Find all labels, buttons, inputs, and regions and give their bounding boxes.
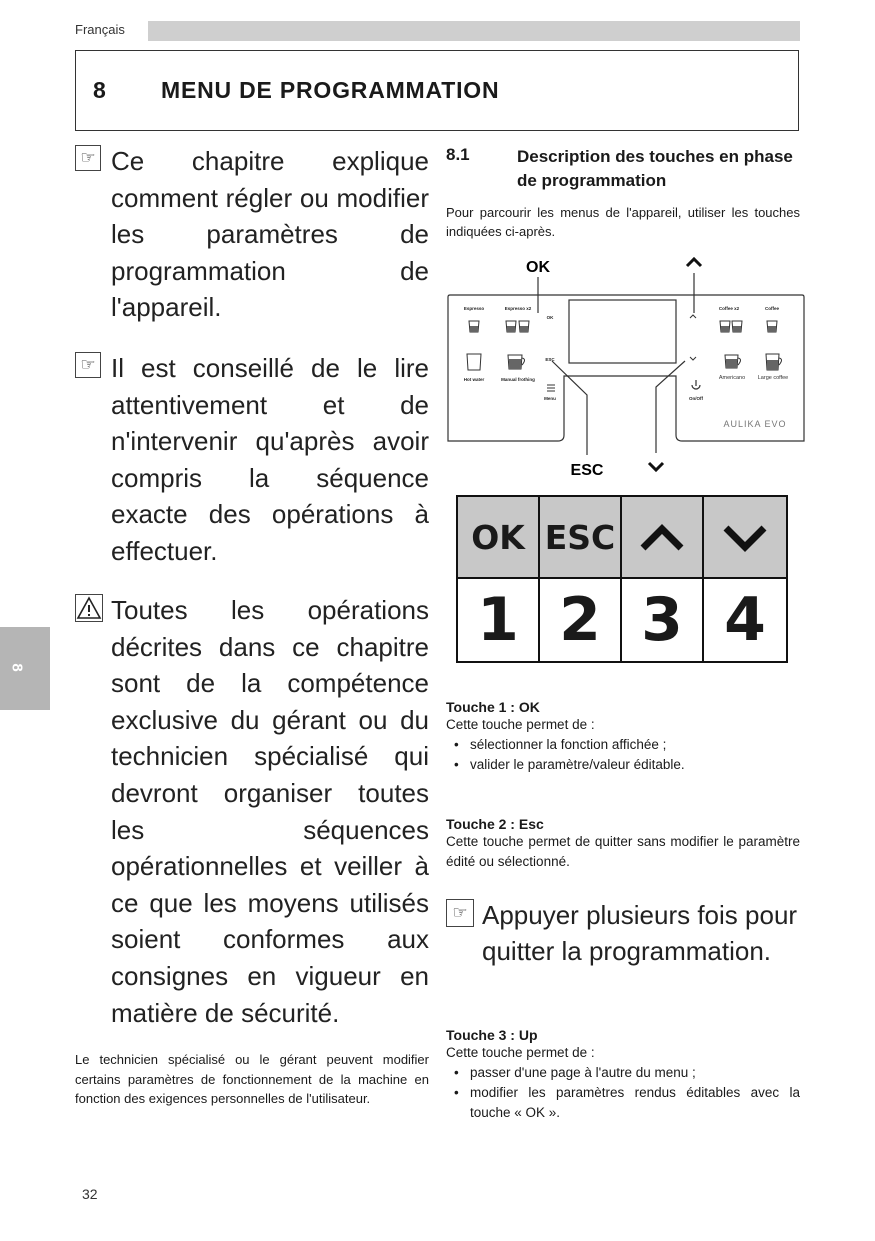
esc-small-label: ESC	[545, 357, 555, 362]
warning-note-text: Toutes les opérations décrites dans ce chapitre sont de la compétence exclusive du gérant ou du technicien spécialisé qui devront organiser toutes les séquences opérationnelles et veiller à ce que les moyens utilisés soient conformes aux consignes en vigueur en matière de sécurité.	[111, 595, 429, 1028]
key-table	[456, 495, 788, 663]
touche-2-block	[446, 816, 800, 872]
page-number: 32	[82, 1186, 98, 1202]
right-note-text: Appuyer plusieurs fois pour quitter la programmation.	[482, 900, 798, 966]
key-header-esc: ESC	[540, 497, 622, 579]
list-item: • modifier les paramètres rendus éditables avec la touche « OK ».	[446, 1083, 800, 1123]
up-arrow-icon	[637, 520, 687, 554]
menu-list-icon	[547, 385, 555, 391]
ok-callout-label: OK	[526, 259, 550, 276]
espresso-x2-label: Espresso x2	[504, 306, 532, 311]
chapter-number: 8	[93, 77, 107, 103]
key-header-ok: OK	[458, 497, 540, 579]
pointing-hand-icon: ☞	[446, 899, 474, 927]
key-header-down	[704, 497, 786, 579]
americano-label: Americano	[718, 375, 746, 381]
pointing-hand-icon: ☞	[75, 145, 101, 171]
note-1-text: Ce chapitre explique comment régler ou modifier les paramètres de programmation de l'appareil.	[111, 146, 429, 323]
list-item: • sélectionner la fonction affichée ;	[446, 735, 800, 755]
key-number-4: 4	[704, 579, 786, 661]
touche-1-title: Touche 1 : OK	[446, 699, 540, 715]
list-item: • passer d'une page à l'autre du menu ;	[446, 1063, 800, 1083]
touche-3-block	[446, 1027, 800, 1123]
language-label: Français	[75, 22, 125, 37]
control-panel-diagram	[440, 253, 806, 486]
list-item: • valider le paramètre/valeur éditable.	[446, 755, 800, 775]
large-coffee-label: Large coffee	[757, 375, 789, 381]
section-number: 8.1	[446, 145, 470, 164]
chapter-title: MENU DE PROGRAMMATION	[161, 77, 500, 103]
display-screen	[569, 300, 676, 363]
down-arrow-icon	[649, 463, 663, 470]
pointing-hand-icon: ☞	[75, 352, 101, 378]
key-number-2: 2	[540, 579, 622, 661]
esc-callout-label: ESC	[570, 462, 604, 479]
header-bar	[148, 21, 800, 41]
power-icon	[692, 380, 700, 389]
hot-water-label: Hot water	[463, 377, 485, 382]
key-header-up	[622, 497, 704, 579]
panel-up-icon	[690, 315, 696, 318]
brand-label: AULIKA EVO	[723, 419, 787, 429]
menu-label: Menu	[544, 396, 556, 401]
touche-1-block	[446, 699, 800, 775]
technician-paragraph: Le technicien spécialisé ou le gérant peuvent modifier certains paramètres de fonctionnement de la machine en fonction des exigences personnelles de l'utilisateur.	[75, 1052, 429, 1106]
section-title: Description des touches en phase de programmation	[517, 147, 793, 190]
coffee-x2-label: Coffee x2	[718, 306, 740, 311]
coffee-label: Coffee	[764, 306, 780, 311]
panel-down-icon	[690, 357, 696, 360]
side-tab-label: 8	[8, 663, 26, 672]
side-chapter-tab	[0, 627, 50, 710]
touche-2-title: Touche 2 : Esc	[446, 816, 544, 832]
espresso-label: Espresso	[463, 306, 485, 311]
down-arrow-icon	[720, 520, 770, 554]
on-off-label: On/Off	[689, 396, 703, 401]
section-intro: Pour parcourir les menus de l'appareil, utiliser les touches indiquées ci-après.	[446, 205, 800, 239]
touche-1-lead: Cette touche permet de :	[446, 717, 595, 732]
warning-triangle-icon	[75, 594, 103, 622]
hot-water-cup-icon	[467, 354, 481, 370]
manual-frothing-label: Manual frothing	[501, 377, 535, 382]
key-number-1: 1	[458, 579, 540, 661]
ok-small-label: OK	[546, 315, 554, 320]
touche-3-title: Touche 3 : Up	[446, 1027, 538, 1043]
key-number-3: 3	[622, 579, 704, 661]
touche-2-text: Cette touche permet de quitter sans modifier le paramètre édité ou sélectionné.	[446, 834, 800, 869]
note-2-text: Il est conseillé de le lire attentivement et de n'intervenir qu'après avoir compris la séquence exacte des opérations à effectuer.	[111, 353, 429, 566]
up-arrow-icon	[687, 259, 701, 266]
touche-3-lead: Cette touche permet de :	[446, 1045, 595, 1060]
